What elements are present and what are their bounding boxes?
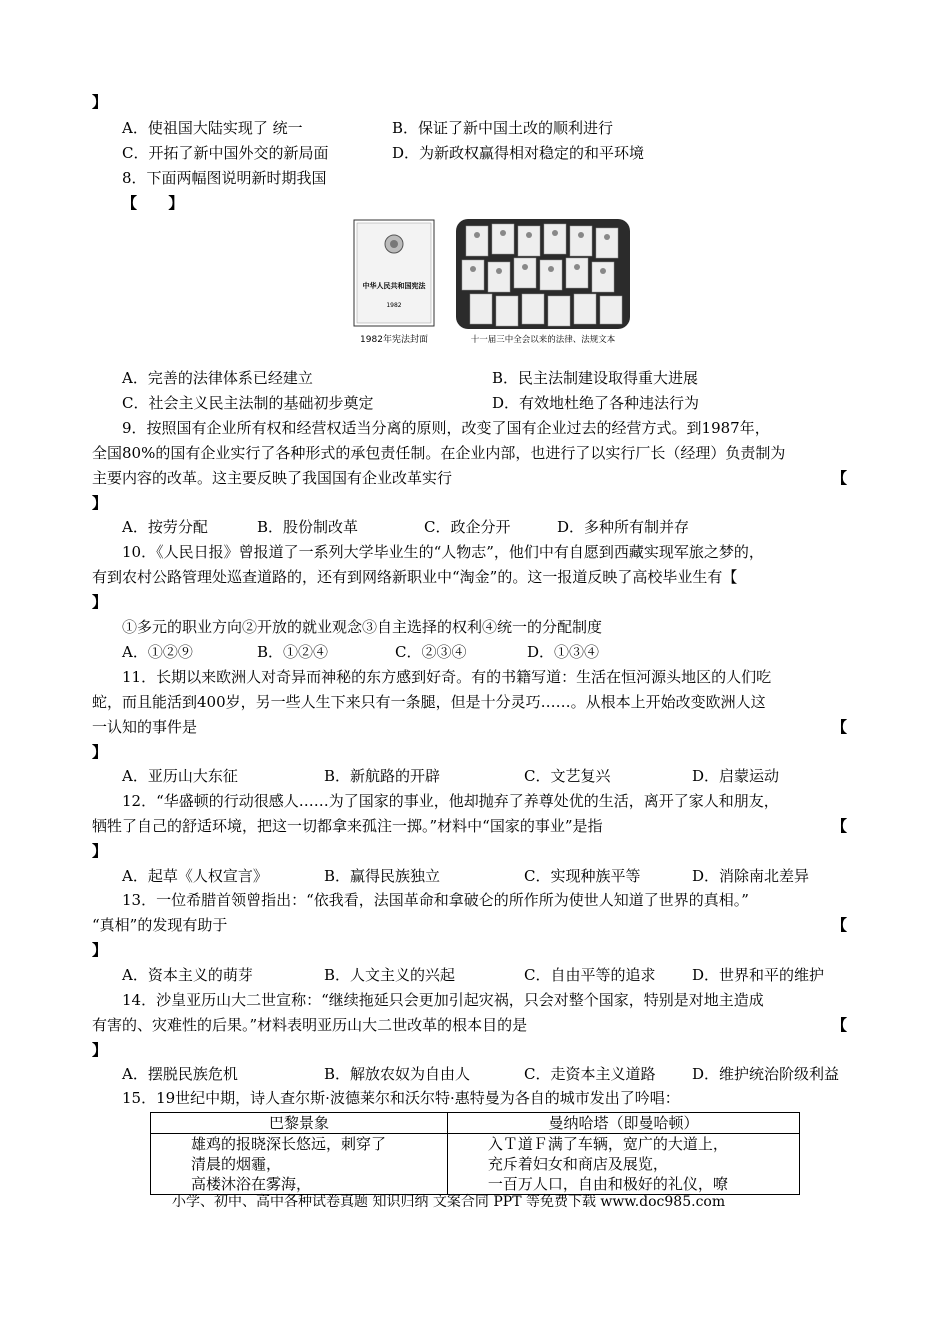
constitution-cover-year: 1982 <box>386 302 402 309</box>
q14-bracket-open: 【 <box>832 1016 848 1034</box>
q13-line-1: 13．一位希腊首领曾指出：“依我看，法国革命和拿破仑的所作所为使世人知道了世界的真相。” <box>122 891 749 909</box>
paris-poem <box>151 1134 448 1195</box>
q11-line-3: 一认知的事件是 <box>92 718 198 736</box>
q11-bracket-open: 【 <box>832 718 848 736</box>
q9-option-c: C．政企分开 <box>424 518 511 536</box>
page-footer: 小学、初中、高中各种试卷真题 知识归纳 文案合同 PPT 等免费下载 www.doc985.com <box>172 1194 726 1210</box>
manhattan-poem <box>447 1134 799 1195</box>
q8-bracket: 【 】 <box>122 194 184 212</box>
q15-poem-table <box>150 1112 800 1195</box>
q12-bracket-close: 】 <box>92 842 108 860</box>
q8-option-a: A．完善的法律体系已经建立 <box>122 369 313 387</box>
q14-line-2: 有害的、灾难性的后果。”材料表明亚历山大二世改革的根本目的是 <box>92 1016 528 1034</box>
q15-stem: 15．19世纪中期，诗人查尔斯·波德莱尔和沃尔特·惠特曼为各自的城市发出了吟唱： <box>122 1089 680 1107</box>
q8-option-b: B．民主法制建设取得重大进展 <box>492 369 699 387</box>
q10-option-b: B．①②④ <box>257 643 329 661</box>
fig2-caption: 十一届三中全会以来的法律、法规文本 <box>470 335 616 345</box>
q8-stem: 8．下面两幅图说明新时期我国 <box>122 169 327 187</box>
q9-option-d: D．多种所有制并存 <box>557 518 690 536</box>
q10-items: ①多元的职业方向②开放的就业观念③自主选择的权利④统一的分配制度 <box>122 618 603 636</box>
paris-line: 雄鸡的报晓深长悠远，刺穿了 <box>191 1135 387 1153</box>
q8-figures <box>350 218 632 348</box>
q10-option-d: D．①③④ <box>527 643 600 661</box>
q10-option-a: A．①②⑨ <box>122 643 193 661</box>
q13-option-a: A．资本主义的萌芽 <box>122 966 253 984</box>
q11-line-1: 11．长期以来欧洲人对奇异而神秘的东方感到好奇。有的书籍写道：生活在恒河源头地区的人们吃 <box>122 668 772 686</box>
q11-option-a: A．亚历山大东征 <box>122 767 238 785</box>
q11-option-b: B．新航路的开辟 <box>324 767 441 785</box>
q9-bracket-close: 】 <box>92 494 108 512</box>
q11-option-d: D．启蒙运动 <box>692 767 780 785</box>
q7-option-b: B．保证了新中国土改的顺利进行 <box>392 119 614 137</box>
q10-bracket-close: 】 <box>92 593 108 611</box>
q12-option-d: D．消除南北差异 <box>692 867 810 885</box>
paris-line: 高楼沐浴在雾海， <box>191 1175 312 1193</box>
q13-option-c: C．自由平等的追求 <box>524 966 656 984</box>
q14-option-c: C．走资本主义道路 <box>524 1065 656 1083</box>
q13-line-2: “真相”的发现有助于 <box>92 916 228 934</box>
q11-bracket-close: 】 <box>92 743 108 761</box>
paris-line: 清晨的烟霾， <box>191 1155 282 1173</box>
q9-line-2: 全国80%的国有企业实行了各种形式的承包责任制。在企业内部，也进行了以实行厂长（经理）负责制为 <box>92 444 786 462</box>
q13-bracket-close: 】 <box>92 941 108 959</box>
q12-line-2: 牺牲了自己的舒适环境，把这一切都拿来孤注一掷。”材料中“国家的事业”是指 <box>92 817 603 835</box>
constitution-cover-title: 中华人民共和国宪法 <box>362 282 426 290</box>
q9-option-b: B．股份制改革 <box>257 518 359 536</box>
q14-bracket-close: 】 <box>92 1041 108 1059</box>
q12-bracket-open: 【 <box>832 817 848 835</box>
q7-option-c: C．开拓了新中国外交的新局面 <box>122 144 329 162</box>
q9-line-1: 9．按照国有企业所有权和经营权适当分离的原则，改变了国有企业过去的经营方式。到1987年， <box>122 419 770 437</box>
q14-line-1: 14．沙皇亚历山大二世宣称：“继续拖延只会更加引起灾祸，只会对整个国家，特别是对地主造成 <box>122 991 764 1009</box>
q7-option-d: D．为新政权赢得相对稳定的和平环境 <box>392 144 645 162</box>
q10-line-1: 10．《人民日报》曾报道了一系列大学毕业生的“人物志”，他们中有自愿到西藏实现军旅之梦的， <box>122 543 764 561</box>
q14-option-a: A．摆脱民族危机 <box>122 1065 238 1083</box>
q11-line-2: 蛇，而且能活到400岁，另一些人生下来只有一条腿，但是十分灵巧……。从根本上开始改变欧洲人这 <box>92 693 766 711</box>
fig1-caption: 1982年宪法封面 <box>360 335 428 345</box>
q10-line-2: 有到农村公路管理处巡查道路的，还有到网络新职业中“淘金”的。这一报道反映了高校毕业生有【 <box>92 568 738 586</box>
paris-header: 巴黎景象 <box>151 1113 448 1134</box>
q8-option-c: C．社会主义民主法制的基础初步奠定 <box>122 394 374 412</box>
q7-bracket-close: 】 <box>92 93 108 111</box>
q13-bracket-open: 【 <box>832 916 848 934</box>
q9-option-a: A．按劳分配 <box>122 518 208 536</box>
q8-option-d: D．有效地杜绝了各种违法行为 <box>492 394 700 412</box>
q13-option-b: B．人文主义的兴起 <box>324 966 456 984</box>
manhattan-line: 入Ｔ道Ｆ满了车辆，宽广的大道上， <box>487 1135 728 1153</box>
manhattan-header: 曼纳哈塔（即曼哈顿） <box>447 1113 799 1134</box>
q12-option-b: B．赢得民族独立 <box>324 867 441 885</box>
manhattan-line: 充斥着妇女和商店及展览， <box>487 1155 668 1173</box>
q9-bracket-open: 【 <box>832 469 848 487</box>
q12-option-c: C．实现种族平等 <box>524 867 641 885</box>
q14-option-b: B．解放农奴为自由人 <box>324 1065 471 1083</box>
q7-option-a: A．使祖国大陆实现了 统一 <box>122 119 303 137</box>
q12-option-a: A．起草《人权宣言》 <box>122 867 268 885</box>
manhattan-line: 一百万人口，自由和极好的礼仪，嘹 <box>487 1175 728 1193</box>
q14-option-d: D．维护统治阶级利益 <box>692 1065 840 1083</box>
q12-line-1: 12．“华盛顿的行动很感人……为了国家的事业，他却抛弃了养尊处优的生活，离开了家人和朋友， <box>122 792 779 810</box>
q11-option-c: C．文艺复兴 <box>524 767 611 785</box>
q9-line-3: 主要内容的改革。这主要反映了我国国有企业改革实行 <box>92 469 453 487</box>
q10-option-c: C．②③④ <box>395 643 467 661</box>
q8-figures-svg <box>350 218 632 348</box>
q13-option-d: D．世界和平的维护 <box>692 966 825 984</box>
